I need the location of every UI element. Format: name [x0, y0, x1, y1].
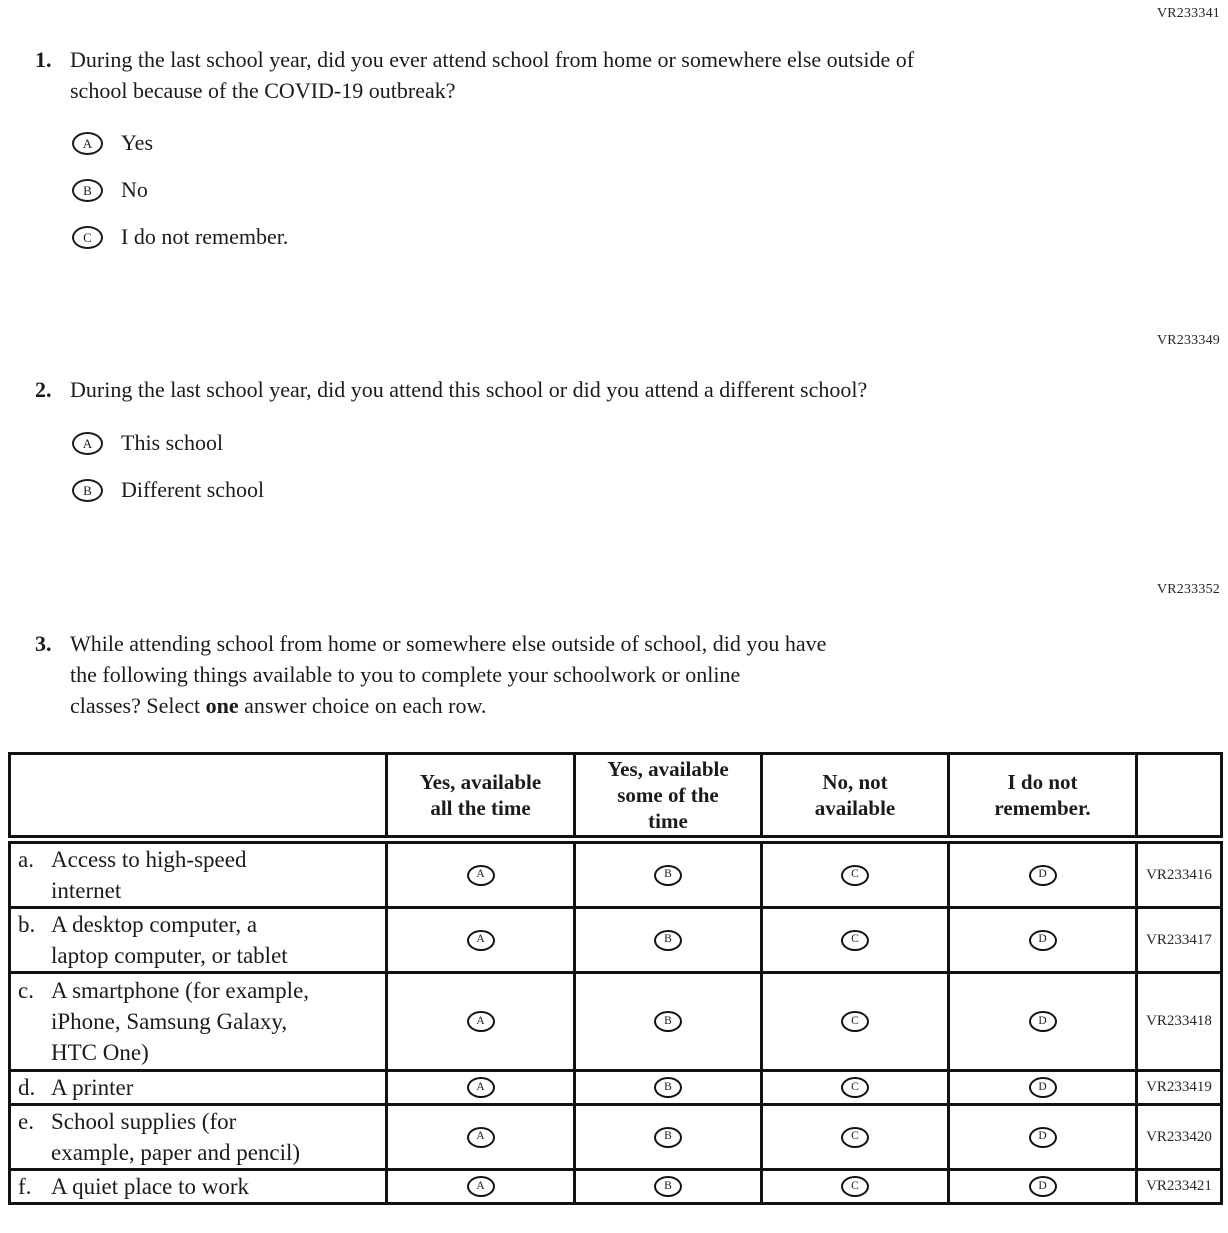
row-f-cell-d	[949, 1170, 1137, 1204]
row-c-label	[10, 973, 387, 1071]
row-d-cell-a	[387, 1071, 575, 1105]
q3-line3-pre: classes? Select	[70, 693, 206, 718]
answer-bubble-a[interactable]: A	[467, 1127, 495, 1148]
answer-bubble-c[interactable]: C	[841, 1176, 869, 1197]
row-f-label	[10, 1170, 387, 1204]
question-1-line-1: During the last school year, did you ever attend school from home or somewhere else outside of	[70, 47, 915, 72]
row-f-letter: f.	[18, 1174, 32, 1199]
row-b-letter: b.	[18, 912, 36, 937]
row-f-cell-b	[575, 1170, 762, 1204]
form-code-q2: VR233349	[1156, 333, 1220, 348]
row-c-text-line1: A smartphone (for example,	[51, 978, 310, 1003]
form-code-q1: VR233341	[1156, 6, 1220, 21]
answer-bubble-d[interactable]: D	[1029, 1127, 1057, 1148]
question-3	[35, 628, 1165, 721]
row-d-code: VR233419	[1137, 1071, 1222, 1105]
row-a-cell-d	[949, 840, 1137, 908]
answer-bubble-b[interactable]: B	[654, 1077, 682, 1098]
answer-bubble-b[interactable]: B	[654, 1127, 682, 1148]
q2-option-b	[72, 477, 1165, 503]
row-d-cell-d	[949, 1071, 1137, 1105]
q2-option-a-bubble[interactable]: A	[72, 432, 103, 455]
row-f-text-line1: A quiet place to work	[51, 1174, 250, 1199]
row-e-label	[10, 1105, 387, 1170]
q1-option-c-label: I do not remember.	[121, 224, 289, 249]
col-header-do-not-remember	[949, 754, 1137, 840]
row-e-text-line1: School supplies (for	[51, 1109, 237, 1134]
row-d-label	[10, 1071, 387, 1105]
col4-header-line2: remember.	[994, 796, 1091, 820]
question-1-line-2: school because of the COVID-19 outbreak?	[70, 78, 456, 103]
answer-bubble-b[interactable]: B	[654, 1176, 682, 1197]
col1-header-line1: Yes, available	[419, 770, 542, 794]
col4-header-line1: I do not	[1007, 770, 1078, 794]
col2-header-line2: some of the	[617, 783, 719, 807]
question-1-number: 1.	[35, 47, 52, 72]
answer-bubble-a[interactable]: A	[467, 865, 495, 886]
row-a-cell-b	[575, 840, 762, 908]
row-d-text-line1: A printer	[51, 1075, 134, 1100]
row-d-cell-b	[575, 1071, 762, 1105]
q1-option-b-label: No	[121, 177, 148, 202]
row-e-cell-c	[762, 1105, 949, 1170]
col3-header-line2: available	[814, 796, 896, 820]
answer-bubble-a[interactable]: A	[467, 1176, 495, 1197]
row-c-cell-d	[949, 973, 1137, 1071]
row-c-letter: c.	[18, 978, 34, 1003]
q1-option-a-label: Yes	[121, 130, 154, 155]
table-row-d	[10, 1071, 1222, 1105]
row-e-cell-d	[949, 1105, 1137, 1170]
table-corner-cell	[10, 754, 387, 840]
question-2-line-1: During the last school year, did you attend this school or did you attend a different school?	[70, 377, 868, 402]
answer-bubble-d[interactable]: D	[1029, 865, 1057, 886]
row-c-text-line2: iPhone, Samsung Galaxy,	[51, 1009, 288, 1034]
question-3-number: 3.	[35, 631, 52, 656]
answer-bubble-d[interactable]: D	[1029, 1011, 1057, 1032]
answer-bubble-c[interactable]: C	[841, 1127, 869, 1148]
row-a-text-line2: internet	[51, 878, 122, 903]
table-header-row	[10, 754, 1222, 840]
availability-table	[8, 752, 1223, 1205]
row-b-cell-c	[762, 908, 949, 973]
question-2-options	[72, 430, 1165, 503]
answer-bubble-b[interactable]: B	[654, 930, 682, 951]
question-3-line-2: the following things available to you to complete your schoolwork or online	[70, 662, 741, 687]
col3-header-line1: No, not	[822, 770, 888, 794]
col2-header-line3: time	[648, 809, 688, 833]
q1-option-c	[72, 224, 1165, 250]
row-a-code: VR233416	[1137, 840, 1222, 908]
col1-header-line2: all the time	[430, 796, 531, 820]
row-c-cell-c	[762, 973, 949, 1071]
row-e-code: VR233420	[1137, 1105, 1222, 1170]
row-b-label	[10, 908, 387, 973]
q2-option-b-bubble[interactable]: B	[72, 479, 103, 502]
row-f-cell-c	[762, 1170, 949, 1204]
code-column-header	[1137, 754, 1222, 840]
answer-bubble-b[interactable]: B	[654, 865, 682, 886]
answer-bubble-d[interactable]: D	[1029, 1176, 1057, 1197]
q1-option-a-bubble[interactable]: A	[72, 132, 103, 155]
row-b-code: VR233417	[1137, 908, 1222, 973]
question-1-text	[70, 44, 914, 106]
row-b-text-line2: laptop computer, or tablet	[51, 943, 288, 968]
question-2	[35, 374, 1165, 524]
q1-option-b-bubble[interactable]: B	[72, 179, 103, 202]
question-2-number: 2.	[35, 377, 52, 402]
row-e-letter: e.	[18, 1109, 34, 1134]
row-c-cell-a	[387, 973, 575, 1071]
row-b-cell-d	[949, 908, 1137, 973]
answer-bubble-d[interactable]: D	[1029, 1077, 1057, 1098]
row-d-cell-c	[762, 1071, 949, 1105]
row-a-letter: a.	[18, 847, 34, 872]
answer-bubble-a[interactable]: A	[467, 1077, 495, 1098]
q2-option-b-label: Different school	[121, 477, 265, 502]
row-d-letter: d.	[18, 1075, 36, 1100]
col-header-yes-some-time	[575, 754, 762, 840]
row-a-cell-a	[387, 840, 575, 908]
question-2-text	[70, 374, 867, 405]
question-3-line-3	[70, 690, 826, 721]
table-row-c	[10, 973, 1222, 1071]
answer-bubble-c[interactable]: C	[841, 1077, 869, 1098]
question-1-options	[72, 130, 1165, 250]
q3-line3-bold-word: one	[205, 693, 239, 718]
q2-option-a	[72, 430, 1165, 456]
answer-bubble-c[interactable]: C	[841, 865, 869, 886]
table-row-b	[10, 908, 1222, 973]
answer-bubble-c[interactable]: C	[841, 1011, 869, 1032]
col-header-yes-all-time	[387, 754, 575, 840]
row-b-cell-b	[575, 908, 762, 973]
col2-header-line1: Yes, available	[607, 757, 729, 781]
row-e-text-line2: example, paper and pencil)	[51, 1140, 301, 1165]
q1-option-a	[72, 130, 1165, 156]
col-header-not-available	[762, 754, 949, 840]
row-f-code: VR233421	[1137, 1170, 1222, 1204]
row-e-cell-a	[387, 1105, 575, 1170]
row-b-text-line1: A desktop computer, a	[51, 912, 258, 937]
table-row-f	[10, 1170, 1222, 1204]
row-e-cell-b	[575, 1105, 762, 1170]
table-row-a	[10, 840, 1222, 908]
row-c-code: VR233418	[1137, 973, 1222, 1071]
q1-option-b	[72, 177, 1165, 203]
q1-option-c-bubble[interactable]: C	[72, 226, 103, 249]
answer-bubble-a[interactable]: A	[467, 1011, 495, 1032]
row-f-cell-a	[387, 1170, 575, 1204]
answer-bubble-a[interactable]: A	[467, 930, 495, 951]
row-a-text-line1: Access to high-speed	[51, 847, 247, 872]
answer-bubble-d[interactable]: D	[1029, 930, 1057, 951]
question-3-text	[70, 628, 826, 721]
row-a-cell-c	[762, 840, 949, 908]
row-a-label	[10, 840, 387, 908]
q3-line3-post: answer choice on each row.	[238, 693, 487, 718]
row-c-text-line3: HTC One)	[51, 1040, 149, 1065]
answer-bubble-b[interactable]: B	[654, 1011, 682, 1032]
question-1	[35, 44, 1165, 271]
row-b-cell-a	[387, 908, 575, 973]
q2-option-a-label: This school	[121, 430, 224, 455]
form-code-q3: VR233352	[1156, 582, 1220, 597]
table-row-e	[10, 1105, 1222, 1170]
question-3-line-1: While attending school from home or somewhere else outside of school, did you have	[70, 631, 827, 656]
answer-bubble-c[interactable]: C	[841, 930, 869, 951]
row-c-cell-b	[575, 973, 762, 1071]
